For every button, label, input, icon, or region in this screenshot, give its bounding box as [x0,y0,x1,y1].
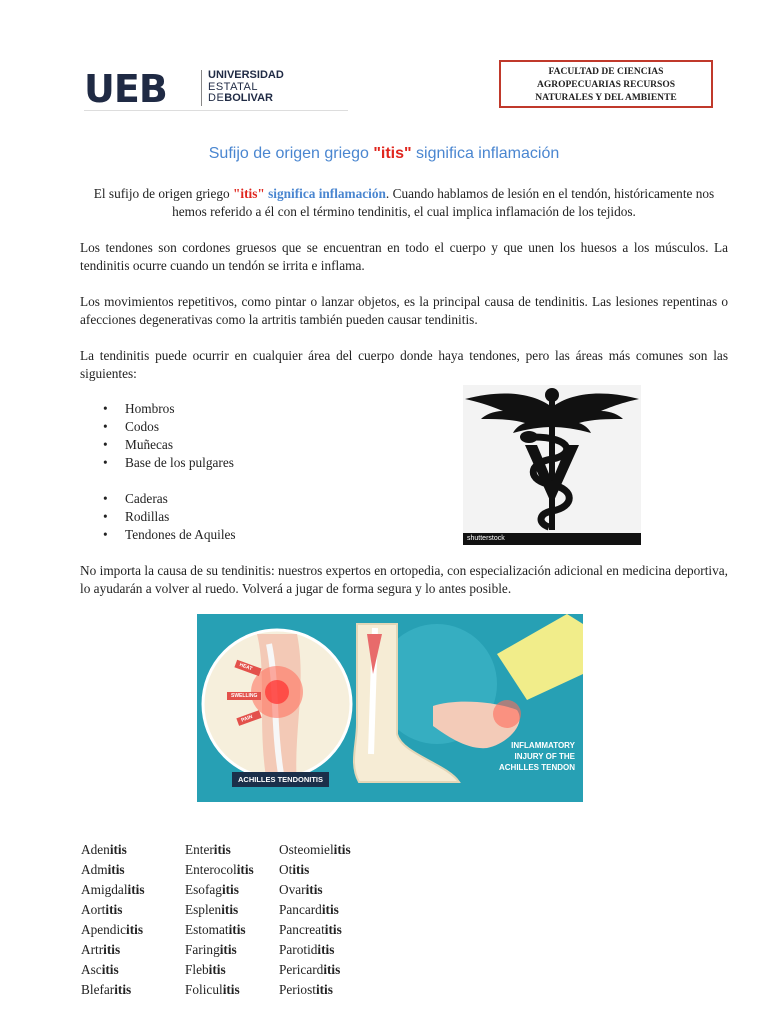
closing-paragraph: No importa la causa de su tendinitis: nuestros expertos en ortopedia, con especialización adicional en medicina deportiva, lo ayudarán a volver al ruedo. Volverá a jugar de forma segura y lo antes posible. [80,563,728,596]
medical-term [185,940,254,960]
term-suffix: itis [292,862,310,877]
term-suffix: itis [127,882,145,897]
achilles-caption: INFLAMMATORY INJURY OF THE ACHILLES TENDON [499,741,575,772]
faculty-line-1: FACULTAD DE CIENCIAS [548,67,664,77]
term-root: Fleb [185,962,209,977]
medical-term [81,840,145,860]
watermark-label: shutterstock [463,533,641,545]
medical-term [279,940,351,960]
term-suffix: itis [333,842,351,857]
medical-term [279,880,351,900]
medical-term [279,980,351,1000]
term-suffix: itis [221,902,239,917]
areas-list-1 [103,400,234,472]
medical-term [185,840,254,860]
medical-term [81,900,145,920]
medical-term [185,920,254,940]
list-item: • Muñecas [103,436,234,454]
symptom-pills [227,664,261,722]
term-suffix: itis [317,942,335,957]
term-suffix: itis [323,962,341,977]
intro-text-a: El sufijo de origen griego [93,186,233,201]
medical-term [185,980,254,1000]
term-root: Adm [81,862,108,877]
logo-line-2: ESTATAL [208,80,258,93]
term-root: Aort [81,902,106,917]
intro-meaning: significa inflamación [264,186,386,201]
list-item: • Caderas [103,490,236,508]
term-root: Pancard [279,902,322,917]
medical-term [185,900,254,920]
title-prefix: Sufijo de origen griego [208,145,374,162]
caduceus-image [463,385,641,545]
achilles-illustration [197,614,583,802]
term-root: Ovar [279,882,306,897]
term-suffix: itis [305,882,323,897]
caduceus-icon [463,385,641,533]
achilles-badge: ACHILLES TENDONITIS [232,772,329,787]
medical-term [185,880,254,900]
term-root: Periost [279,982,316,997]
term-root: Pericard [279,962,324,977]
intro-text-d: . Cuando hablamos de lesión en el tendón, históricamente nos hemos referido a él con el término tendinitis, el cual implica inflamación de los tejidos. [172,186,715,219]
medical-term [279,840,351,860]
faculty-box [499,60,713,108]
medical-term [81,860,145,880]
term-suffix: itis [219,942,237,957]
word-column-3 [279,840,351,1000]
term-root: Blefar [81,982,115,997]
medical-term [81,940,145,960]
pill-pain: PAIN [236,710,262,726]
term-suffix: itis [103,942,121,957]
logo-mark: UEB [84,67,167,111]
term-suffix: itis [221,882,239,897]
term-root: Parotid [279,942,318,957]
term-suffix: itis [208,962,226,977]
term-suffix: itis [222,982,240,997]
term-root: Pancreat [279,922,325,937]
intro-itis: "itis" [233,186,265,201]
term-suffix: itis [101,962,119,977]
list-item: • Codos [103,418,234,436]
medical-term [279,960,351,980]
term-suffix: itis [324,922,342,937]
logo-line-3-prefix: DE [208,92,225,104]
term-suffix: itis [228,922,246,937]
term-suffix: itis [107,862,125,877]
term-root: Osteomiel [279,842,334,857]
term-root: Esofag [185,882,222,897]
areas-paragraph: La tendinitis puede ocurrir en cualquier área del cuerpo donde haya tendones, pero las áreas más comunes son las siguientes: [80,348,728,381]
title-highlight: "itis" [373,145,412,162]
logo-divider [201,70,202,106]
medical-term [279,860,351,880]
term-root: Estomat [185,922,229,937]
medical-term [185,960,254,980]
list-item: • Rodillas [103,508,236,526]
medical-term [81,960,145,980]
faculty-line-2: AGROPECUARIAS RECURSOS [536,80,676,90]
medical-term [81,920,145,940]
term-suffix: itis [213,842,231,857]
term-root: Amigdal [81,882,128,897]
medical-term [81,980,145,1000]
term-root: Asc [81,962,102,977]
term-root: Esplen [185,902,222,917]
word-column-2 [185,840,254,1000]
intro-paragraph [80,185,728,221]
list-item: • Tendones de Aquiles [103,526,236,544]
page-title [0,145,768,163]
logo-line-3: BOLIVAR [224,92,273,104]
university-logo [84,68,348,111]
medical-term [185,860,254,880]
word-column-1 [81,840,145,1000]
term-suffix: itis [109,842,127,857]
term-suffix: itis [315,982,333,997]
medical-term [279,900,351,920]
pill-heat: HEAT [234,660,262,677]
term-suffix: itis [105,902,123,917]
pill-swelling: SWELLING [227,692,261,700]
term-root: Aden [81,842,110,857]
term-suffix: itis [114,982,132,997]
causes-paragraph: Los movimientos repetitivos, como pintar o lanzar objetos, es la principal causa de tendinitis. Las lesiones repentinas o afecciones degenerativas como la artritis también pueden causar tendinitis. [80,294,728,327]
term-root: Enter [185,842,214,857]
term-root: Apendic [81,922,127,937]
medical-term [279,920,351,940]
term-suffix: itis [321,902,339,917]
list-item: • Hombros [103,400,234,418]
term-root: Enterocol [185,862,237,877]
faculty-line-3: NATURALES Y DEL AMBIENTE [535,93,677,103]
term-root: Faring [185,942,220,957]
list-item: • Base de los pulgares [103,454,234,472]
term-root: Ot [279,862,293,877]
term-suffix: itis [126,922,144,937]
logo-line-1: UNIVERSIDAD [208,69,284,81]
term-root: Artr [81,942,104,957]
areas-list-2 [103,490,236,544]
term-suffix: itis [236,862,254,877]
title-suffix: significa inflamación [411,145,560,162]
term-root: Folicul [185,982,223,997]
tendons-paragraph: Los tendones son cordones gruesos que se encuentran en todo el cuerpo y que unen los huesos a los músculos. La tendinitis ocurre cuando un tendón se irrita e inflama. [80,240,728,273]
logo-text [208,70,284,105]
medical-term [81,880,145,900]
